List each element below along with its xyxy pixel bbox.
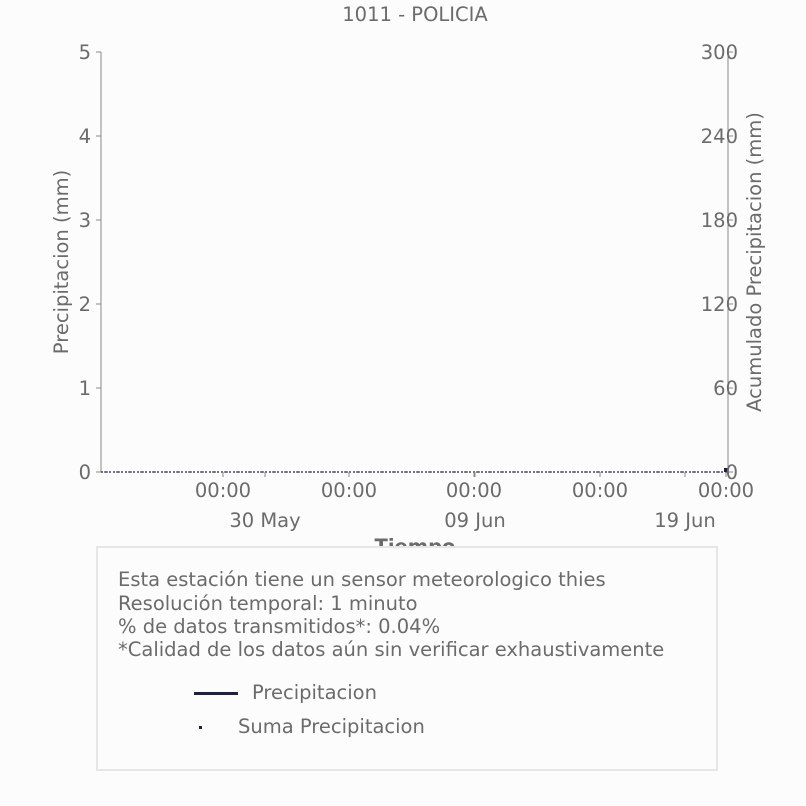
legend-item-suma [199,715,425,738]
left-y-tick-label: 2 [78,293,91,316]
right-y-tick-label: 300 [700,41,738,64]
x-tick-date-label: 30 May [229,509,301,532]
info-box [96,546,718,771]
transmitted-data-text: % de datos transmitidos*: 0.04% [118,615,441,638]
right-y-tick-label: 60 [713,377,738,400]
left-y-tick-label: 1 [78,377,91,400]
x-tick-time-label: 00:00 [320,479,378,502]
x-tick-date-label: 09 Jun [444,509,506,532]
right-y-tick-label: 120 [700,293,738,316]
right-y-tick-label: 240 [700,125,738,148]
legend-label-suma: Suma Precipitacion [238,715,425,738]
legend-dot-swatch [199,726,202,729]
left-y-tick-label: 5 [78,41,91,64]
legend-item-precipitacion [194,681,377,704]
x-tick-time-label: 00:00 [194,479,252,502]
x-tick-date-label: 19 Jun [654,509,716,532]
chart-ticks [79,41,755,532]
sensor-info-text: Esta estación tiene un sensor meteorologico thies [118,568,606,591]
legend-label-precipitacion: Precipitacion [252,681,377,704]
x-tick-time-label: 00:00 [571,479,629,502]
left-y-tick-label: 4 [78,125,91,148]
x-tick-time-label: 00:00 [697,479,755,502]
left-y-axis-label: Precipitacion (mm) [50,169,73,355]
right-y-tick-label: 180 [700,209,738,232]
legend-line-swatch [194,692,238,695]
x-tick-time-label: 00:00 [445,479,503,502]
chart-title: 1011 - POLICIA [342,3,488,26]
quality-note-text: *Calidad de los datos aún sin verificar exhaustivamente [118,638,665,661]
right-y-tick-label: 0 [725,461,738,484]
right-y-axis-label: Acumulado Precipitacion (mm) [743,112,766,412]
resolution-text: Resolución temporal: 1 minuto [118,592,418,615]
left-y-tick-label: 3 [78,209,91,232]
left-y-tick-label: 0 [78,461,91,484]
chart-marks [101,468,728,472]
